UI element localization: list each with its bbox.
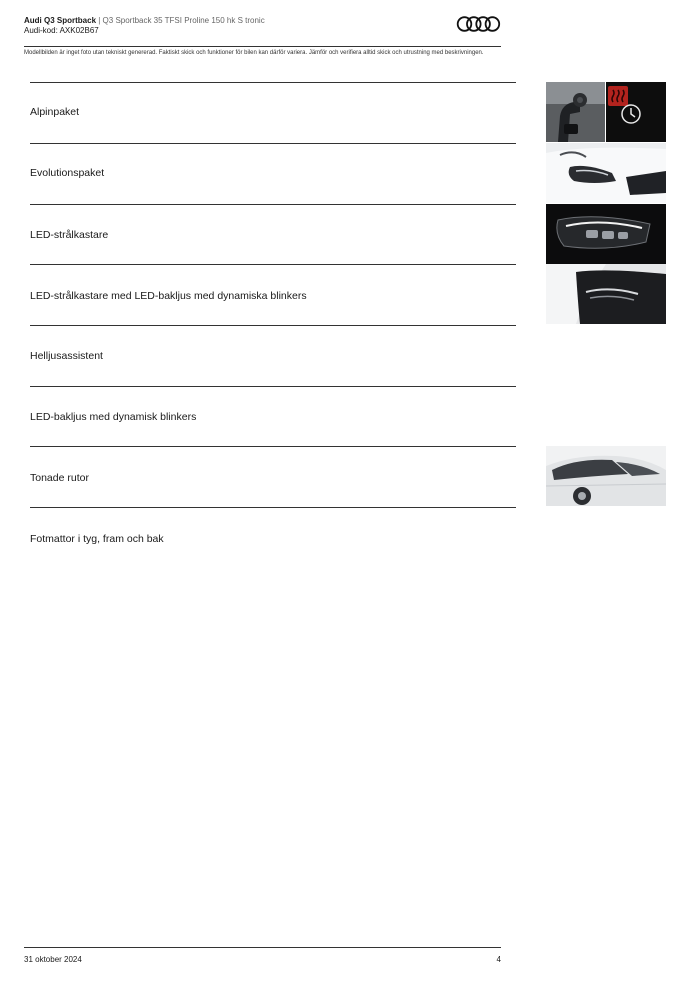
item-divider — [30, 446, 516, 447]
equipment-item-evolutionspaket: Evolutionspaket — [30, 167, 105, 179]
item-divider — [30, 82, 516, 83]
equipment-item-alpinpaket: Alpinpaket — [30, 106, 80, 118]
equipment-item-led-headlights: LED-strålkastare — [30, 229, 109, 241]
equipment-item-led-headlights-taillights: LED-strålkastare med LED-bakljus med dynamiska blinkers — [30, 290, 307, 302]
equipment-item-led-taillights: LED-bakljus med dynamisk blinkers — [30, 411, 197, 423]
audi-code: Audi-kod: AXK02B67 — [24, 26, 99, 35]
led-headlight-image — [546, 204, 666, 264]
item-divider — [30, 204, 516, 205]
footer-date: 31 oktober 2024 — [24, 955, 82, 964]
item-divider — [30, 325, 516, 326]
equipment-item-high-beam-assist: Helljusassistent — [30, 350, 103, 362]
tinted-windows-image — [546, 446, 666, 506]
disclaimer-text: Modellbilden är inget foto utan tekniskt genererad. Faktiskt skick och funktioner för bilen kan därför variera. Jämför och verifiera alltid skick och utrustning med beskrivningen. — [24, 50, 484, 56]
audi-rings-logo-icon — [456, 15, 502, 33]
model-title — [24, 16, 501, 26]
page-number: 4 — [496, 955, 501, 964]
model-variant: Q3 Sportback 35 TFSI Proline 150 hk S tronic — [102, 16, 265, 25]
footer-divider — [24, 947, 501, 948]
item-divider — [30, 386, 516, 387]
item-divider — [30, 507, 516, 508]
header-divider — [24, 46, 501, 47]
item-divider — [30, 264, 516, 265]
title-separator: | — [96, 16, 103, 25]
document-header — [24, 16, 501, 36]
model-name: Audi Q3 Sportback — [24, 16, 97, 25]
equipment-item-floor-mats: Fotmattor i tyg, fram och bak — [30, 533, 164, 545]
evolutionspaket-image — [546, 143, 666, 203]
item-divider — [30, 143, 516, 144]
alpinpaket-image — [546, 82, 666, 142]
equipment-item-tinted-windows: Tonade rutor — [30, 472, 89, 484]
led-taillight-image — [546, 264, 666, 324]
